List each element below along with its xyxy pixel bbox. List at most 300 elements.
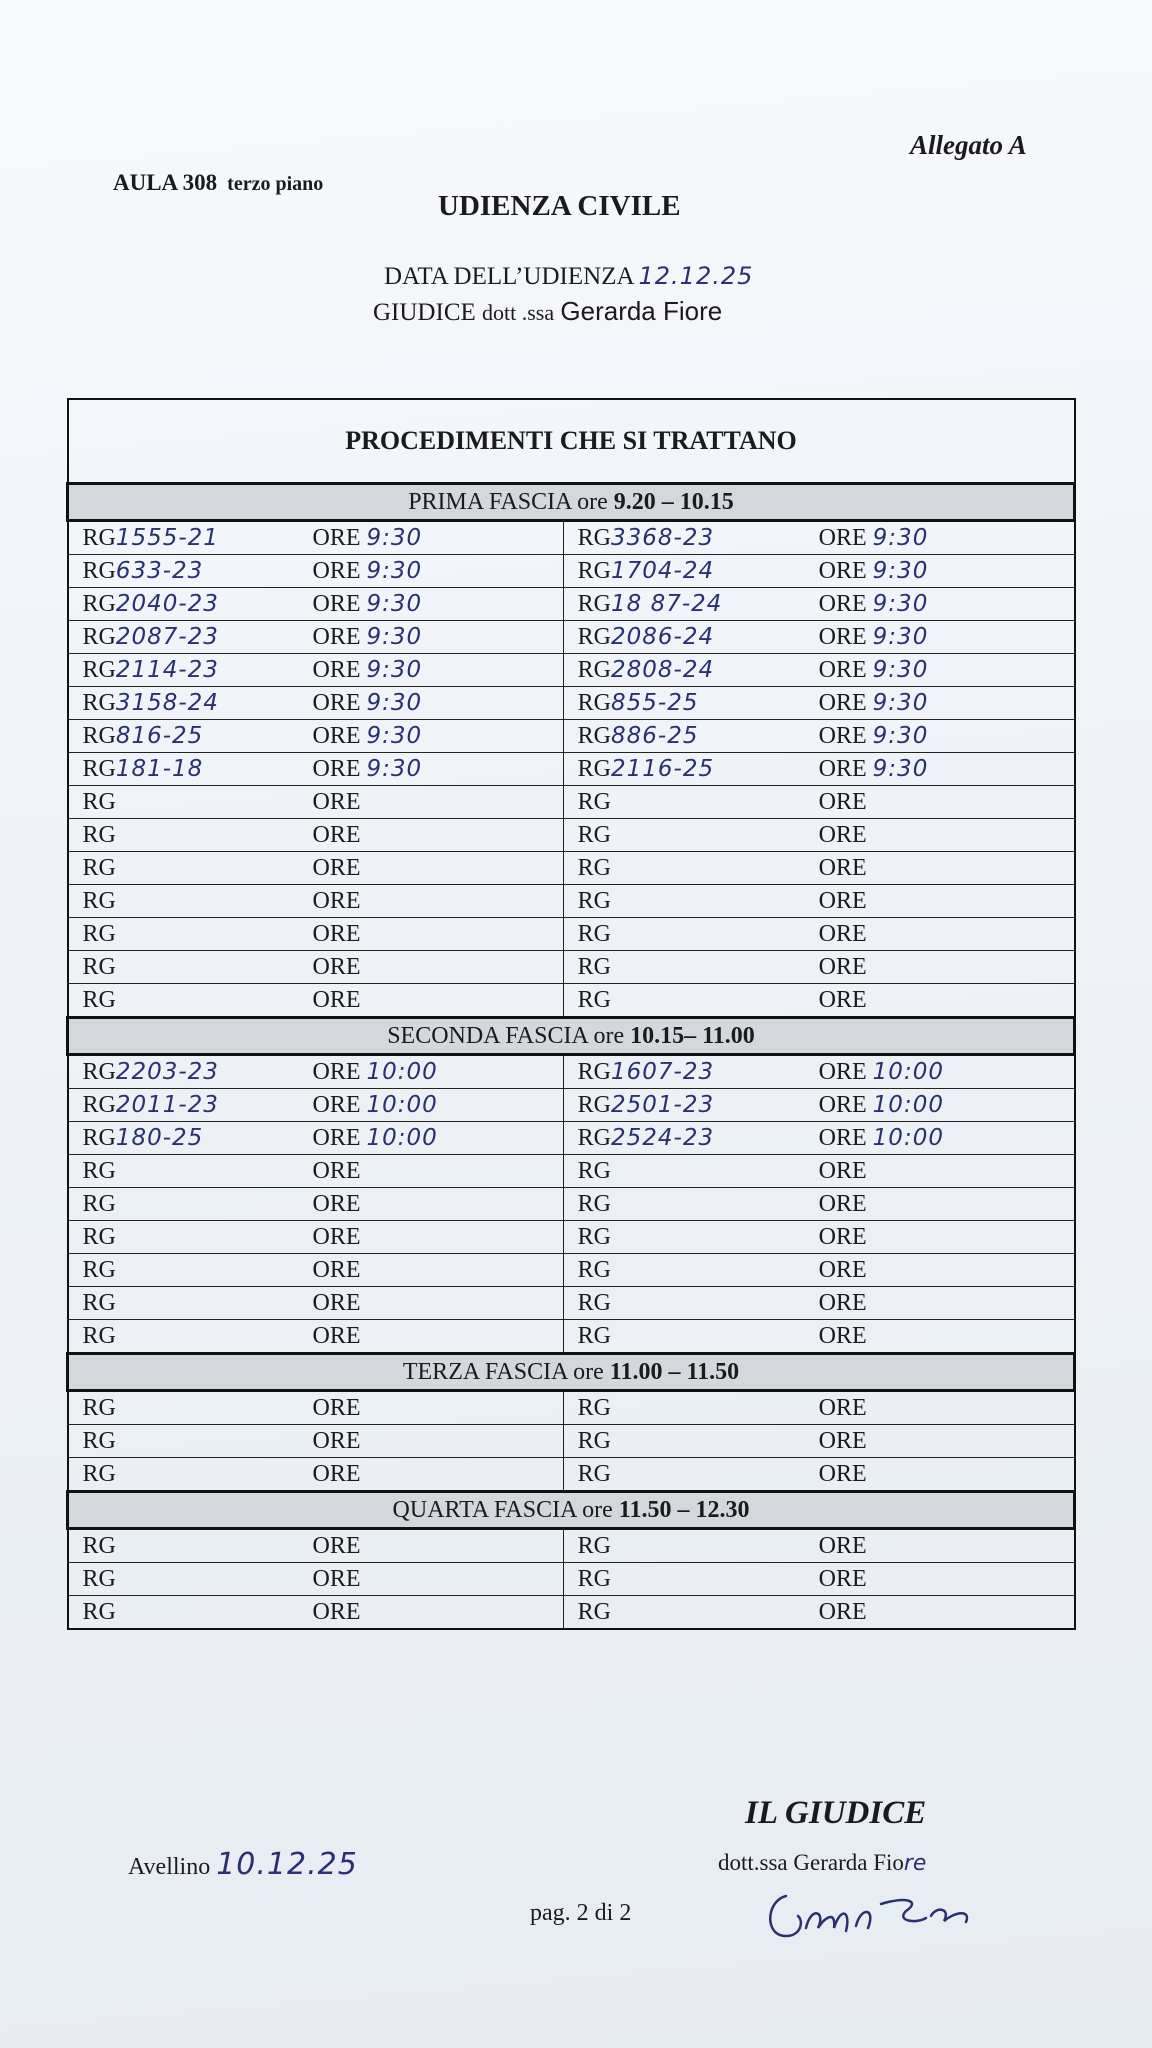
rg-field <box>578 690 819 717</box>
rg-field <box>578 1533 819 1560</box>
ore-label: ORE <box>312 1532 361 1559</box>
judge-label: GIUDICE <box>373 299 476 326</box>
rg-label: RG <box>82 1091 116 1118</box>
rg-field <box>83 1092 313 1119</box>
rg-label: RG <box>82 788 116 815</box>
table-row <box>68 819 1075 852</box>
ore-field <box>819 1290 867 1316</box>
cell-right <box>563 1089 1074 1122</box>
rg-number: 633-23 <box>115 557 204 584</box>
band-ore-word: ore <box>577 488 608 515</box>
cell-left <box>68 521 564 555</box>
rg-number: 2203-23 <box>115 1058 219 1085</box>
rg-label: RG <box>577 854 612 881</box>
ore-label: ORE <box>818 1565 867 1592</box>
band-prima-row <box>68 484 1075 521</box>
cell-right <box>563 918 1074 951</box>
ore-label: ORE <box>818 887 867 914</box>
rg-label: RG <box>82 1565 116 1592</box>
rg-label: RG <box>577 1058 612 1085</box>
ore-field <box>819 1059 944 1085</box>
rg-field <box>83 1257 313 1284</box>
rg-label: RG <box>82 1322 116 1349</box>
ore-label: ORE <box>312 854 361 881</box>
ore-label: ORE <box>312 1394 361 1421</box>
rg-field <box>578 657 819 684</box>
cell-right <box>563 1458 1074 1492</box>
rg-label: RG <box>577 1289 612 1316</box>
aula-info <box>113 170 323 196</box>
rg-field <box>83 525 313 552</box>
ore-label: ORE <box>312 920 361 947</box>
cell-right <box>563 885 1074 918</box>
rg-number: 2087-23 <box>115 623 219 650</box>
rg-label: RG <box>82 755 116 782</box>
rg-label: RG <box>82 1394 116 1421</box>
cell-right <box>563 654 1074 687</box>
ore-field <box>819 1158 867 1184</box>
rg-label: RG <box>82 1058 116 1085</box>
ore-label: ORE <box>312 1190 361 1217</box>
ore-field <box>819 789 867 815</box>
ore-label: ORE <box>818 986 867 1013</box>
ore-label: ORE <box>312 1058 361 1085</box>
cell-right <box>563 1254 1074 1287</box>
cell-left <box>68 720 564 753</box>
band-time-range: 11.50 – 12.30 <box>618 1496 750 1523</box>
rg-field <box>83 1125 313 1152</box>
table-row <box>68 1529 1075 1563</box>
ore-label: ORE <box>312 1256 361 1283</box>
table-row <box>68 621 1075 654</box>
cell-right <box>563 555 1074 588</box>
rg-label: RG <box>82 887 116 914</box>
ore-field <box>819 657 929 683</box>
rg-label: RG <box>577 887 612 914</box>
ore-field <box>313 1125 438 1151</box>
rg-field <box>578 591 819 618</box>
rg-field <box>578 1191 819 1218</box>
cell-left <box>68 918 564 951</box>
ore-label: ORE <box>818 656 867 683</box>
rg-label: RG <box>577 1565 612 1592</box>
rg-field <box>83 624 313 651</box>
rg-field <box>578 1395 819 1422</box>
cell-right <box>563 521 1074 555</box>
ore-field <box>313 1461 361 1487</box>
rg-number: 2086-24 <box>611 623 715 650</box>
place-date-value: 10.12.25 <box>216 1847 358 1882</box>
cell-right <box>563 984 1074 1018</box>
table-title-row <box>68 399 1075 484</box>
ore-label: ORE <box>818 1427 867 1454</box>
rg-label: RG <box>577 1460 612 1487</box>
cell-left <box>68 1596 564 1630</box>
table-row <box>68 1122 1075 1155</box>
rg-field <box>83 756 313 783</box>
table-row <box>68 1221 1075 1254</box>
cell-right <box>563 1221 1074 1254</box>
band-name: SECONDA FASCIA <box>387 1022 588 1049</box>
cell-right <box>563 1287 1074 1320</box>
cell-right <box>563 1529 1074 1563</box>
ore-field <box>819 591 929 617</box>
ore-label: ORE <box>818 1289 867 1316</box>
ore-field <box>819 1323 867 1349</box>
cell-right <box>563 621 1074 654</box>
rg-label: RG <box>82 821 116 848</box>
ore-field <box>313 1224 361 1250</box>
hearing-date-value: 12.12.25 <box>638 262 754 290</box>
ore-label: ORE <box>818 1190 867 1217</box>
ore-label: ORE <box>818 623 867 650</box>
signer-name-printed: dott.ssa Gerarda Fio <box>718 1850 904 1875</box>
cell-left <box>68 951 564 984</box>
ore-time: 9:30 <box>366 524 423 551</box>
ore-label: ORE <box>818 1598 867 1625</box>
rg-label: RG <box>82 524 116 551</box>
cell-left <box>68 852 564 885</box>
cell-left <box>68 885 564 918</box>
table-row <box>68 1089 1075 1122</box>
ore-label: ORE <box>312 590 361 617</box>
cell-right <box>563 1320 1074 1354</box>
rg-label: RG <box>82 854 116 881</box>
rg-number: 816-25 <box>115 722 204 749</box>
rg-label: RG <box>577 1598 612 1625</box>
ore-time: 9:30 <box>366 656 423 683</box>
rg-field <box>578 756 819 783</box>
rg-field <box>83 789 313 816</box>
rg-label: RG <box>577 1256 612 1283</box>
rg-field <box>83 657 313 684</box>
table-row <box>68 1287 1075 1320</box>
ore-label: ORE <box>818 1223 867 1250</box>
rg-label: RG <box>82 986 116 1013</box>
ore-label: ORE <box>818 524 867 551</box>
table-row <box>68 1188 1075 1221</box>
ore-time: 9:30 <box>366 755 423 782</box>
ore-label: ORE <box>312 755 361 782</box>
ore-label: ORE <box>312 1223 361 1250</box>
ore-field <box>313 855 361 881</box>
table-title: PROCEDIMENTI CHE SI TRATTANO <box>68 399 1075 484</box>
cell-right <box>563 1122 1074 1155</box>
ore-label: ORE <box>312 557 361 584</box>
rg-label: RG <box>577 623 612 650</box>
rg-number: 2501-23 <box>611 1091 715 1118</box>
table-row <box>68 852 1075 885</box>
ore-field <box>819 1461 867 1487</box>
ore-field <box>819 1224 867 1250</box>
cell-left <box>68 1188 564 1221</box>
rg-field <box>83 1323 313 1350</box>
ore-field <box>819 888 867 914</box>
rg-field <box>83 1461 313 1488</box>
signature-heading: IL GIUDICE <box>745 1795 927 1831</box>
ore-time: 10:00 <box>872 1124 944 1151</box>
ore-time: 9:30 <box>366 557 423 584</box>
ore-field <box>819 1257 867 1283</box>
rg-field <box>83 954 313 981</box>
cell-right <box>563 720 1074 753</box>
ore-label: ORE <box>818 1460 867 1487</box>
table-row <box>68 1320 1075 1354</box>
ore-label: ORE <box>312 1289 361 1316</box>
cell-right <box>563 1188 1074 1221</box>
rg-label: RG <box>82 1157 116 1184</box>
rg-number: 855-25 <box>611 689 699 716</box>
table-row <box>68 720 1075 753</box>
ore-label: ORE <box>312 1598 361 1625</box>
ore-label: ORE <box>312 1460 361 1487</box>
ore-time: 9:30 <box>872 590 929 617</box>
rg-field <box>83 723 313 750</box>
ore-field <box>313 987 361 1013</box>
rg-field <box>578 855 819 882</box>
ore-time: 10:00 <box>872 1058 944 1085</box>
ore-field <box>313 525 423 551</box>
rg-label: RG <box>577 920 612 947</box>
rg-field <box>83 987 313 1014</box>
ore-label: ORE <box>818 1394 867 1421</box>
cell-right <box>563 1425 1074 1458</box>
table-row <box>68 1155 1075 1188</box>
table-row <box>68 1425 1075 1458</box>
ore-field <box>819 1092 944 1118</box>
table-row <box>68 1254 1075 1287</box>
ore-label: ORE <box>312 821 361 848</box>
place-date <box>128 1847 358 1882</box>
ore-label: ORE <box>818 854 867 881</box>
ore-field <box>313 723 423 749</box>
ore-field <box>313 921 361 947</box>
ore-field <box>313 690 423 716</box>
cell-left <box>68 555 564 588</box>
cell-right <box>563 951 1074 984</box>
rg-field <box>578 558 819 585</box>
ore-label: ORE <box>312 689 361 716</box>
ore-label: ORE <box>312 887 361 914</box>
ore-label: ORE <box>818 1256 867 1283</box>
rg-field <box>83 1191 313 1218</box>
ore-field <box>819 822 867 848</box>
ore-time: 9:30 <box>872 689 929 716</box>
rg-label: RG <box>577 656 612 683</box>
ore-label: ORE <box>818 1322 867 1349</box>
place-label: Avellino <box>128 1854 211 1880</box>
ore-time: 9:30 <box>872 656 929 683</box>
ore-field <box>819 1533 867 1559</box>
ore-label: ORE <box>312 623 361 650</box>
rg-field <box>83 1224 313 1251</box>
page-number: pag. 2 di 2 <box>530 1900 632 1926</box>
rg-field <box>83 1158 313 1185</box>
table-row <box>68 555 1075 588</box>
ore-time: 9:30 <box>872 524 929 551</box>
rg-field <box>578 954 819 981</box>
rg-field <box>83 1059 313 1086</box>
ore-label: ORE <box>818 953 867 980</box>
cell-right <box>563 1155 1074 1188</box>
rg-field <box>578 1125 819 1152</box>
band-seconda-header <box>68 1018 1075 1055</box>
cell-right <box>563 819 1074 852</box>
ore-field <box>819 1428 867 1454</box>
table-row <box>68 1391 1075 1425</box>
rg-label: RG <box>577 1124 612 1151</box>
rg-field <box>578 624 819 651</box>
cell-left <box>68 1122 564 1155</box>
cell-left <box>68 984 564 1018</box>
cell-left <box>68 1089 564 1122</box>
rg-label: RG <box>577 986 612 1013</box>
ore-field <box>313 1191 361 1217</box>
rg-field <box>83 1395 313 1422</box>
table-row <box>68 918 1075 951</box>
rg-field <box>578 1566 819 1593</box>
ore-field <box>313 822 361 848</box>
rg-number: 2524-23 <box>611 1124 715 1151</box>
cell-left <box>68 819 564 852</box>
ore-label: ORE <box>312 1427 361 1454</box>
signer-name-handwritten: re <box>903 1851 927 1876</box>
rg-field <box>83 690 313 717</box>
schedule-table <box>66 398 1076 1630</box>
rg-number: 2808-24 <box>611 656 715 683</box>
table-row <box>68 521 1075 555</box>
cell-left <box>68 687 564 720</box>
rg-field <box>83 855 313 882</box>
rg-label: RG <box>577 1091 612 1118</box>
ore-label: ORE <box>312 1157 361 1184</box>
ore-field <box>313 954 361 980</box>
band-prima-header <box>68 484 1075 521</box>
rg-number: 3368-23 <box>611 524 715 551</box>
rg-label: RG <box>82 920 116 947</box>
ore-label: ORE <box>312 1322 361 1349</box>
rg-number: 3158-24 <box>115 689 219 716</box>
cell-left <box>68 1320 564 1354</box>
cell-left <box>68 1155 564 1188</box>
rg-label: RG <box>577 821 612 848</box>
rg-label: RG <box>82 557 116 584</box>
cell-left <box>68 1563 564 1596</box>
table-row <box>68 885 1075 918</box>
rg-field <box>578 822 819 849</box>
rg-number: 2040-23 <box>115 590 219 617</box>
rg-label: RG <box>577 1157 612 1184</box>
table-row <box>68 786 1075 819</box>
ore-time: 9:30 <box>872 755 929 782</box>
rg-number: 886-25 <box>611 722 699 749</box>
cell-left <box>68 1055 564 1089</box>
rg-label: RG <box>577 755 612 782</box>
ore-label: ORE <box>818 788 867 815</box>
table-row <box>68 687 1075 720</box>
cell-right <box>563 1391 1074 1425</box>
ore-field <box>313 591 423 617</box>
rg-field <box>578 1461 819 1488</box>
ore-label: ORE <box>818 1157 867 1184</box>
aula-number: AULA 308 <box>113 170 218 195</box>
ore-field <box>313 624 423 650</box>
ore-label: ORE <box>312 722 361 749</box>
cell-right <box>563 687 1074 720</box>
ore-field <box>819 987 867 1013</box>
rg-field <box>578 1059 819 1086</box>
ore-field <box>819 690 929 716</box>
ore-field <box>819 855 867 881</box>
cell-left <box>68 654 564 687</box>
rg-field <box>83 888 313 915</box>
schedule-body <box>68 399 1075 1629</box>
rg-label: RG <box>82 623 116 650</box>
ore-label: ORE <box>312 1565 361 1592</box>
band-ore-word: ore <box>573 1358 604 1385</box>
rg-label: RG <box>82 1223 116 1250</box>
rg-label: RG <box>577 788 612 815</box>
ore-field <box>313 558 423 584</box>
rg-number: 180-25 <box>115 1124 204 1151</box>
rg-field <box>83 921 313 948</box>
table-row <box>68 1596 1075 1630</box>
cell-right <box>563 1563 1074 1596</box>
ore-label: ORE <box>818 557 867 584</box>
ore-label: ORE <box>312 1124 361 1151</box>
rg-field <box>578 525 819 552</box>
ore-time: 9:30 <box>872 722 929 749</box>
rg-field <box>578 1092 819 1119</box>
cell-left <box>68 1287 564 1320</box>
cell-right <box>563 588 1074 621</box>
rg-field <box>578 1224 819 1251</box>
rg-label: RG <box>82 1124 116 1151</box>
ore-label: ORE <box>818 920 867 947</box>
rg-number: 1555-21 <box>115 524 219 551</box>
rg-field <box>578 888 819 915</box>
rg-label: RG <box>82 689 116 716</box>
rg-label: RG <box>577 1322 612 1349</box>
table-row <box>68 1055 1075 1089</box>
rg-label: RG <box>577 524 612 551</box>
band-time-range: 11.00 – 11.50 <box>609 1358 740 1385</box>
band-time-range: 9.20 – 10.15 <box>613 488 734 515</box>
band-quarta-header <box>68 1492 1075 1529</box>
cell-right <box>563 786 1074 819</box>
ore-field <box>313 756 423 782</box>
rg-field <box>578 789 819 816</box>
rg-label: RG <box>82 1256 116 1283</box>
ore-field <box>313 1257 361 1283</box>
rg-number: 2114-23 <box>115 656 219 683</box>
rg-number: 181-18 <box>115 755 204 782</box>
rg-field <box>578 1290 819 1317</box>
table-row <box>68 1563 1075 1596</box>
ore-time: 9:30 <box>872 557 929 584</box>
cell-left <box>68 1391 564 1425</box>
table-row <box>68 654 1075 687</box>
ore-label: ORE <box>818 1091 867 1118</box>
rg-label: RG <box>577 722 612 749</box>
ore-time: 9:30 <box>366 689 423 716</box>
band-ore-word: ore <box>582 1496 613 1523</box>
rg-field <box>578 1257 819 1284</box>
ore-field <box>819 1125 944 1151</box>
rg-number: 1607-23 <box>611 1058 715 1085</box>
table-row <box>68 588 1075 621</box>
ore-field <box>313 1395 361 1421</box>
